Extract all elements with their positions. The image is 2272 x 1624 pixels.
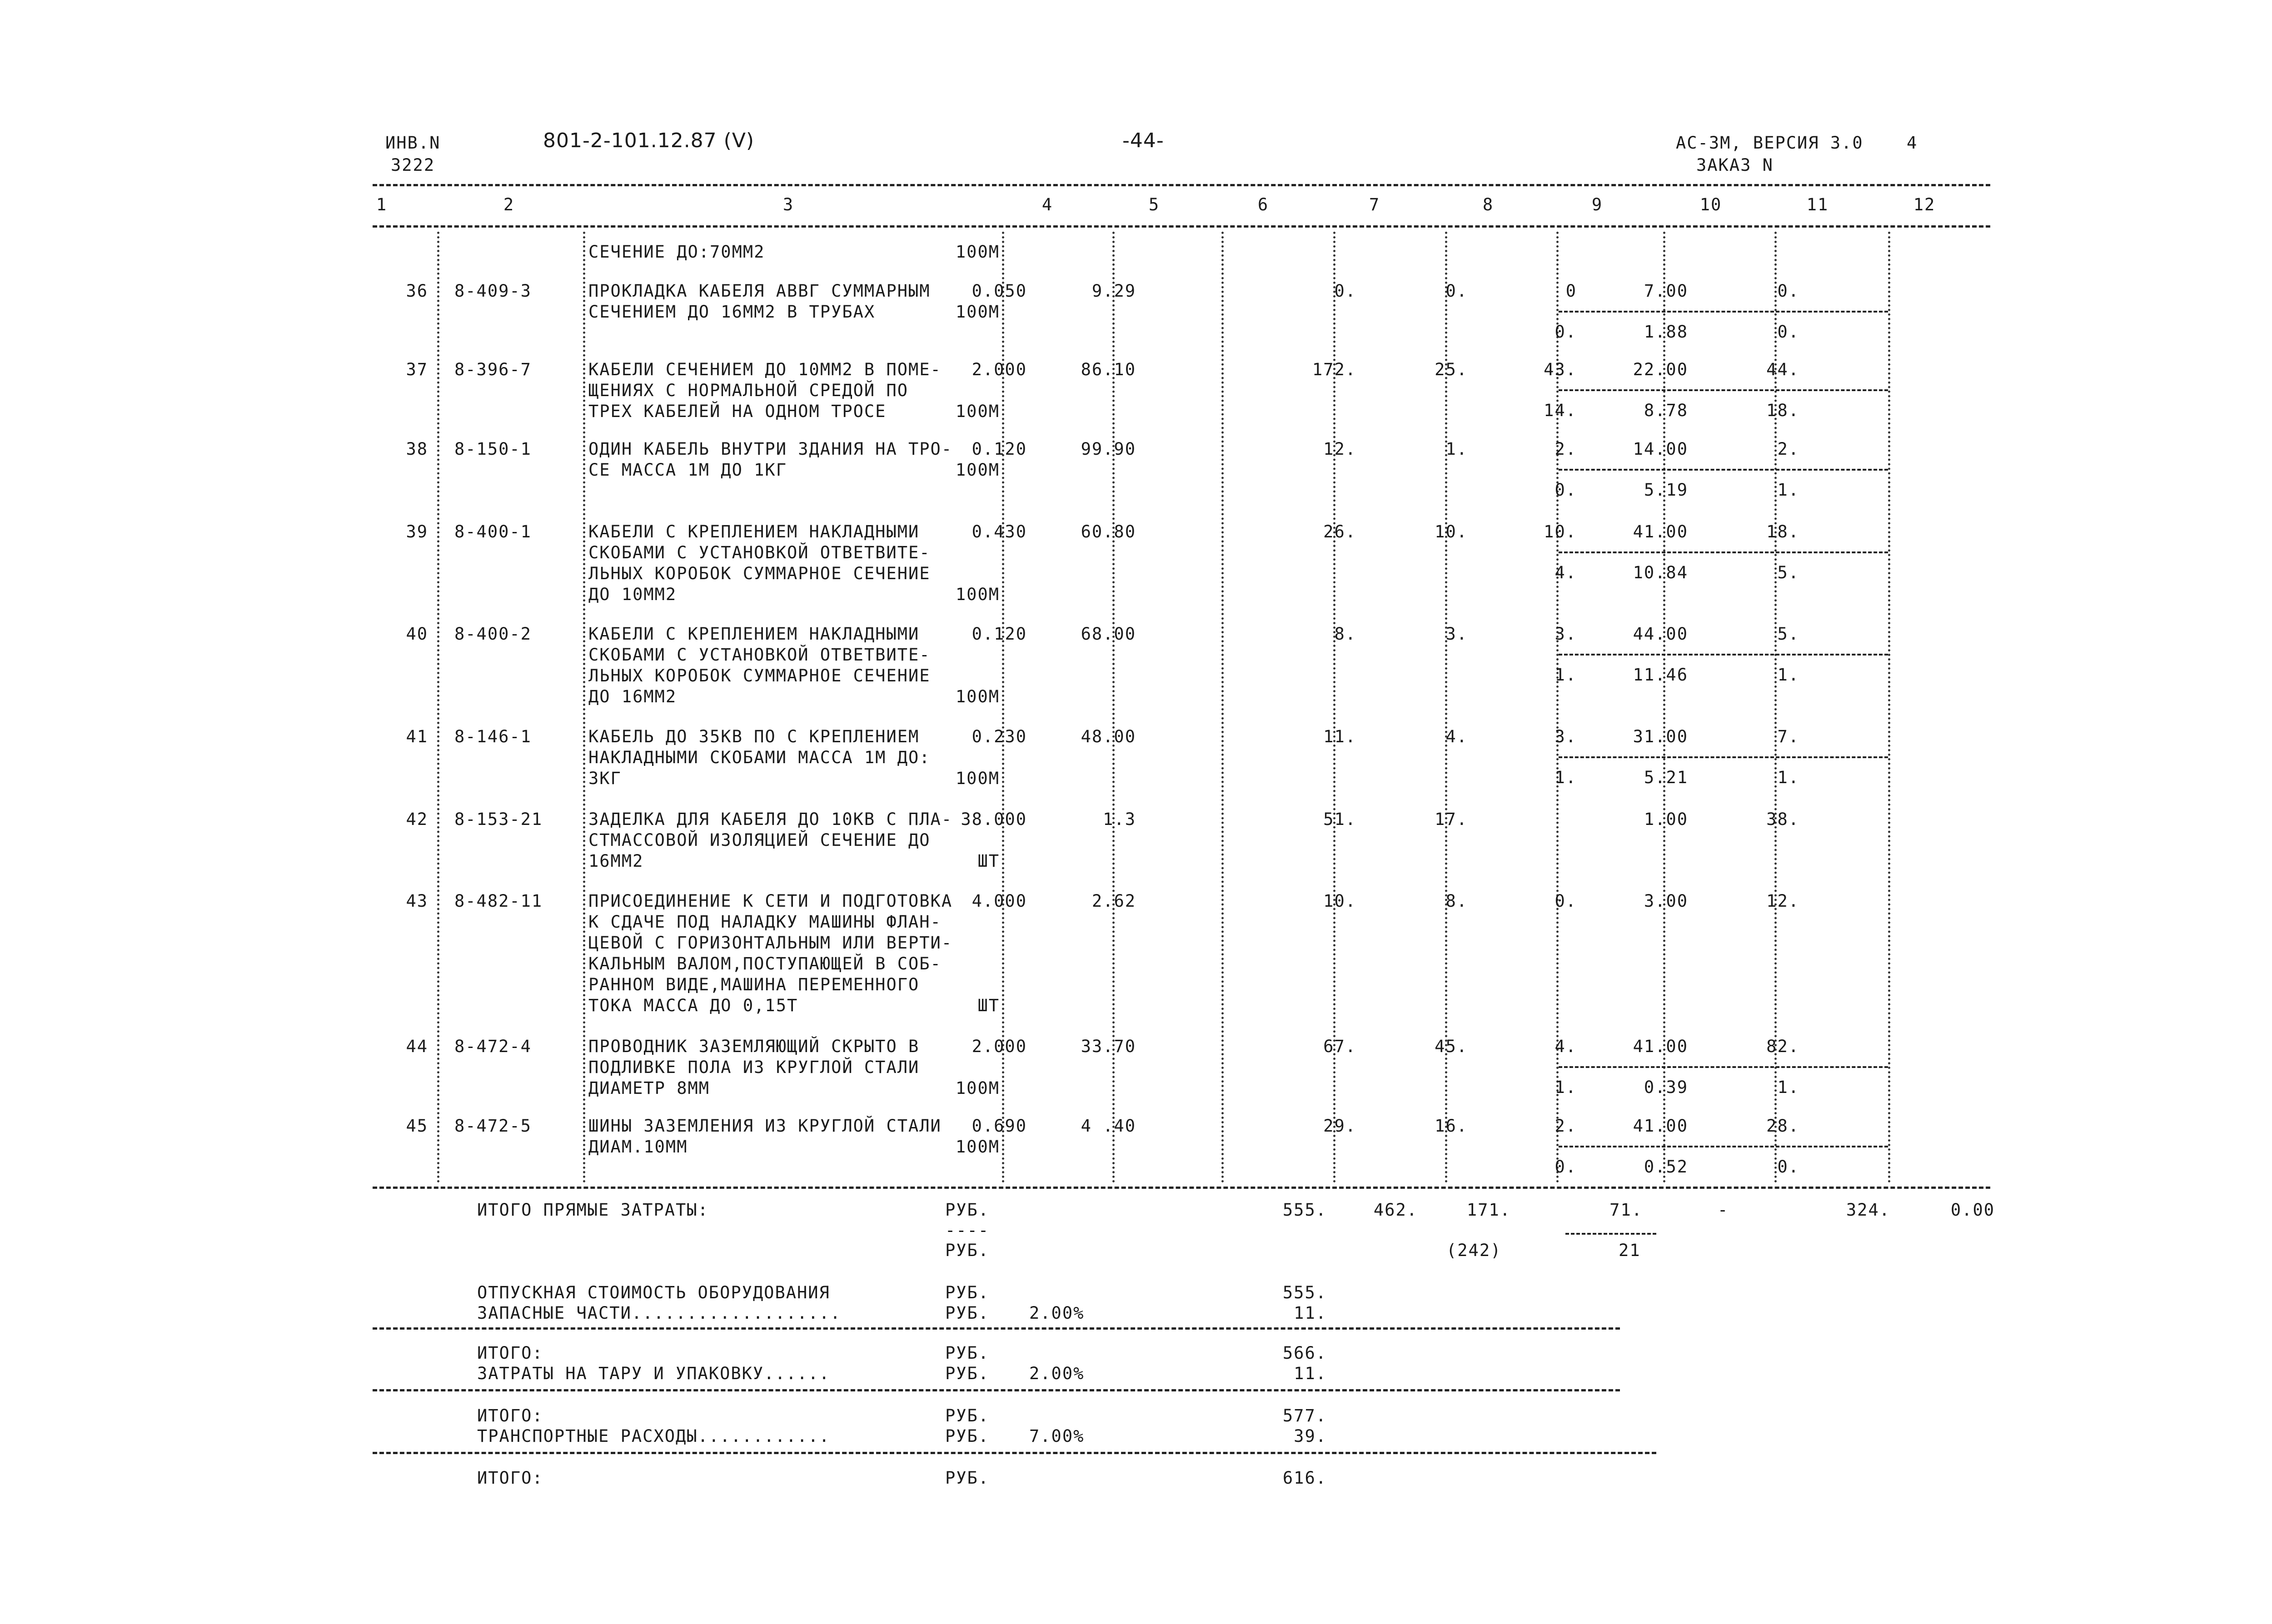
summary-label: ЗАПАСНЫЕ ЧАСТИ................... (477, 1303, 842, 1323)
summary-unit: РУБ. (945, 1283, 990, 1302)
item-sub-value-c11: 5. (1777, 563, 1799, 582)
item-description-line: ОДИН КАБЕЛЬ ВНУТРИ ЗДАНИЯ НА ТРО- (588, 439, 953, 459)
item-sub-value-c10: 8.78 (1644, 401, 1688, 420)
item-unit: 100М (955, 1078, 1000, 1098)
item-sub-value-c10: 1.88 (1644, 322, 1688, 342)
item-description-line: ЩЕНИЯХ С НОРМАЛЬНОЙ СРЕДОЙ ПО (588, 381, 909, 400)
item-value-c10: 31.00 (1633, 727, 1688, 746)
item-value-c4: 0.120 (972, 624, 1027, 644)
item-description-line: ДО 16ММ2 (588, 687, 677, 706)
item-value-c9: 2. (1555, 1116, 1577, 1136)
total-col6: 555. (1282, 1200, 1327, 1220)
item-value-c8: 17. (1435, 810, 1468, 829)
column-header: 9 (1591, 195, 1603, 214)
item-value-c5: 2.62 (1091, 891, 1136, 911)
summary-label: ИТОГО: (477, 1468, 543, 1488)
item-value-c7: 51. (1323, 810, 1356, 829)
item-value-c5: 33.70 (1081, 1037, 1136, 1056)
item-value-c9: 43. (1544, 360, 1577, 379)
direct-costs-unit-dash: ---- (945, 1221, 990, 1240)
item-description-line: СТМАССОВОЙ ИЗОЛЯЦИЕЙ СЕЧЕНИЕ ДО (588, 830, 931, 850)
summary-percent: 7.00% (1029, 1426, 1085, 1446)
column-header: 12 (1913, 195, 1936, 214)
column-header: 2 (503, 195, 515, 214)
item-value-c8: 8. (1445, 891, 1468, 911)
program-page: 4 (1907, 133, 1918, 153)
item-value-c5: 99.90 (1081, 439, 1136, 459)
summary-rule-1 (373, 1327, 1620, 1330)
summary-unit: РУБ. (945, 1426, 990, 1446)
column-header: 1 (376, 195, 388, 214)
item-value-c7: 29. (1323, 1116, 1356, 1136)
item-value-c10: 1.00 (1644, 810, 1688, 829)
item-sub-value-c10: 0.52 (1644, 1157, 1688, 1177)
inventory-number: 3222 (391, 155, 435, 175)
item-description-line: КАБЕЛЬ ДО 35КВ ПО С КРЕПЛЕНИЕМ (588, 727, 920, 746)
item-description-line: 3КГ (588, 769, 622, 788)
item-value-c7: 67. (1323, 1037, 1356, 1056)
item-value-c10: 14.00 (1633, 439, 1688, 459)
item-value-c5: 86.10 (1081, 360, 1136, 379)
item-value-c9: 0. (1555, 891, 1577, 911)
column-separator (1888, 232, 1890, 1183)
item-value-c10: 41.00 (1633, 522, 1688, 541)
summary-value: 11. (1294, 1303, 1327, 1323)
item-value-c8: 4. (1445, 727, 1468, 746)
item-unit: 100М (955, 402, 1000, 421)
item-code: 8-482-11 (454, 891, 543, 911)
item-value-c10: 44.00 (1633, 624, 1688, 644)
item-sub-value-c11: 0. (1777, 1157, 1799, 1177)
direct-costs-unit: РУБ. (945, 1200, 990, 1220)
item-sub-value-c10: 5.21 (1644, 768, 1688, 787)
item-value-c8: 1. (1445, 439, 1468, 459)
summary-percent: 2.00% (1029, 1303, 1085, 1323)
item-sub-value-c9: 4. (1555, 563, 1577, 582)
item-sub-rule (1559, 469, 1888, 471)
item-sub-value-c9: 1. (1555, 768, 1577, 787)
item-description-line: ПРИСОЕДИНЕНИЕ К СЕТИ И ПОДГОТОВКА (588, 891, 953, 911)
item-number: 42 (406, 810, 428, 829)
item-description-line: СКОБАМИ С УСТАНОВКОЙ ОТВЕТВИТЕ- (588, 645, 931, 665)
document-code: 801-2-101.12.87 (V) (543, 129, 755, 152)
item-sub-rule (1559, 756, 1888, 758)
item-value-c7: 12. (1323, 439, 1356, 459)
item-value-c7: 8. (1334, 624, 1356, 644)
item-description-line: ТРЕХ КАБЕЛЕЙ НА ОДНОМ ТРОСЕ (588, 402, 887, 421)
item-description-line: СЕ МАССА 1М ДО 1КГ (588, 460, 787, 480)
item-value-c5: 48.00 (1081, 727, 1136, 746)
item-code: 8-400-1 (454, 522, 532, 541)
item-unit: 100М (955, 585, 1000, 604)
item-sub-value-c10: 10.84 (1633, 563, 1688, 582)
column-separator (583, 232, 585, 1183)
item-value-c9: 3. (1555, 624, 1577, 644)
item-sub-value-c11: 1. (1777, 480, 1799, 500)
item-description-line: 16ММ2 (588, 851, 644, 871)
summary-value: 577. (1282, 1406, 1327, 1425)
item-sub-value-c11: 1. (1777, 1078, 1799, 1097)
item-value-c11: 44. (1766, 360, 1799, 379)
item-value-c11: 38. (1766, 810, 1799, 829)
total-col7: 462. (1373, 1200, 1418, 1220)
item-description-line: СЕЧЕНИЕМ ДО 16ММ2 В ТРУБАХ (588, 302, 876, 322)
item-value-c11: 28. (1766, 1116, 1799, 1136)
item-value-c11: 0. (1777, 281, 1799, 301)
item-sub-value-c10: 5.19 (1644, 480, 1688, 500)
item-value-c10: 41.00 (1633, 1116, 1688, 1136)
item-sub-value-c9: 1. (1555, 665, 1577, 685)
total-col12: 0.00 (1950, 1200, 1995, 1220)
item-description-line: К СДАЧЕ ПОД НАЛАДКУ МАШИНЫ ФЛАН- (588, 912, 942, 932)
item-value-c7: 26. (1323, 522, 1356, 541)
item-sub-value-c11: 1. (1777, 665, 1799, 685)
program-version: АС-3М, ВЕРСИЯ 3.0 (1676, 133, 1863, 153)
header-top-rule (373, 184, 1990, 186)
item-code: 8-396-7 (454, 360, 532, 379)
item-value-c5: 1.3 (1103, 810, 1136, 829)
item-sub-value-c11: 0. (1777, 322, 1799, 342)
item-unit: ШТ (977, 851, 1000, 871)
item-sub-value-c9: 0. (1555, 322, 1577, 342)
table-bottom-rule (373, 1187, 1990, 1189)
item-description-line: ЗАДЕЛКА ДЛЯ КАБЕЛЯ ДО 10КВ С ПЛА- (588, 810, 953, 829)
item-value-c7: 11. (1323, 727, 1356, 746)
summary-label: ЗАТРАТЫ НА ТАРУ И УПАКОВКУ...... (477, 1364, 830, 1383)
item-description-line: ЦЕВОЙ С ГОРИЗОНТАЛЬНЫМ ИЛИ ВЕРТИ- (588, 933, 953, 953)
item-description-line: ЛЬНЫХ КОРОБОК СУММАРНОЕ СЕЧЕНИЕ (588, 564, 931, 583)
column-header: 8 (1482, 195, 1494, 214)
item-unit: 100М (955, 1137, 1000, 1157)
column-header: 5 (1148, 195, 1160, 214)
item-value-c11: 82. (1766, 1037, 1799, 1056)
item-value-c9: 3. (1555, 727, 1577, 746)
item-code: 8-472-5 (454, 1116, 532, 1136)
item-value-c8: 3. (1445, 624, 1468, 644)
item-description-line: ТОКА МАССА ДО 0,15Т (588, 996, 798, 1015)
summary-unit: РУБ. (945, 1343, 990, 1363)
direct-costs-sub-unit: РУБ. (945, 1241, 990, 1260)
total-col9: 71. (1609, 1200, 1643, 1220)
item-value-c9: 0 (1565, 281, 1577, 301)
summary-value: 616. (1282, 1468, 1327, 1488)
column-header: 10 (1699, 195, 1722, 214)
item-number: 45 (406, 1116, 428, 1136)
summary-unit: РУБ. (945, 1364, 990, 1383)
item-description-line: КАБЕЛИ СЕЧЕНИЕМ ДО 10ММ2 В ПОМЕ- (588, 360, 942, 379)
summary-value: 11. (1294, 1364, 1327, 1383)
item-code: 8-400-2 (454, 624, 532, 644)
column-header: 3 (782, 195, 794, 214)
item-value-c11: 12. (1766, 891, 1799, 911)
item-description-line: КАБЕЛИ С КРЕПЛЕНИЕМ НАКЛАДНЫМИ (588, 624, 920, 644)
column-header: 6 (1257, 195, 1269, 214)
item-sub-value-c11: 18. (1766, 401, 1799, 420)
summary-label: ОТПУСКНАЯ СТОИМОСТЬ ОБОРУДОВАНИЯ (477, 1283, 830, 1302)
item-value-c5: 68.00 (1081, 624, 1136, 644)
item-description-line: КАЛЬНЫМ ВАЛОМ,ПОСТУПАЮЩЕЙ В СОБ- (588, 954, 942, 973)
item-value-c4: 0.120 (972, 439, 1027, 459)
item-description-line: ПРОКЛАДКА КАБЕЛЯ АВВГ СУММАРНЫМ (588, 281, 931, 301)
item-description-line: ЛЬНЫХ КОРОБОК СУММАРНОЕ СЕЧЕНИЕ (588, 666, 931, 685)
totals-subrule (1565, 1233, 1656, 1235)
item-value-c4: 0.690 (972, 1116, 1027, 1136)
item-value-c11: 2. (1777, 439, 1799, 459)
total-col11: 324. (1846, 1200, 1890, 1220)
summary-unit: РУБ. (945, 1303, 990, 1323)
item-value-c7: 0. (1334, 281, 1356, 301)
item-description-line: РАННОМ ВИДЕ,МАШИНА ПЕРЕМЕННОГО (588, 975, 920, 994)
item-value-c4: 0.050 (972, 281, 1027, 301)
item-number: 41 (406, 727, 428, 746)
item-value-c4: 2.000 (972, 1037, 1027, 1056)
item-value-c8: 16. (1435, 1116, 1468, 1136)
item-code: 8-146-1 (454, 727, 532, 746)
item-unit: 100М (955, 302, 1000, 322)
item-sub-value-c9: 0. (1555, 1157, 1577, 1177)
item-number: 36 (406, 281, 428, 301)
summary-value: 39. (1294, 1426, 1327, 1446)
item-description-line: СКОБАМИ С УСТАНОВКОЙ ОТВЕТВИТЕ- (588, 543, 931, 562)
item-description-line: ПОДЛИВКЕ ПОЛА ИЗ КРУГЛОЙ СТАЛИ (588, 1058, 920, 1077)
item-sub-rule (1559, 1066, 1888, 1068)
item-sub-value-c10: 0.39 (1644, 1078, 1688, 1097)
item-sub-rule (1559, 1146, 1888, 1147)
item-description-line: КАБЕЛИ С КРЕПЛЕНИЕМ НАКЛАДНЫМИ (588, 522, 920, 541)
item-sub-rule (1559, 654, 1888, 656)
item-description-line: ДО 10ММ2 (588, 585, 677, 604)
column-header: 11 (1806, 195, 1829, 214)
item-value-c11: 7. (1777, 727, 1799, 746)
total-sub-col8: (242) (1446, 1241, 1502, 1260)
item-value-c9: 4. (1555, 1037, 1577, 1056)
summary-rule-2 (373, 1389, 1620, 1391)
item-value-c4: 0.430 (972, 522, 1027, 541)
item-number: 43 (406, 891, 428, 911)
item-value-c8: 45. (1435, 1037, 1468, 1056)
summary-unit: РУБ. (945, 1406, 990, 1425)
item-description-line: ПРОВОДНИК ЗАЗЕМЛЯЮЩИЙ СКРЫТО В (588, 1037, 920, 1056)
continuation-text: СЕЧЕНИЕ ДО:70ММ2 (588, 242, 765, 262)
item-code: 8-409-3 (454, 281, 532, 301)
item-value-c10: 41.00 (1633, 1037, 1688, 1056)
item-value-c10: 22.00 (1633, 360, 1688, 379)
summary-percent: 2.00% (1029, 1364, 1085, 1383)
item-description-line: ШИНЫ ЗАЗЕМЛЕНИЯ ИЗ КРУГЛОЙ СТАЛИ (588, 1116, 942, 1136)
total-col10: - (1718, 1200, 1729, 1220)
item-sub-rule (1559, 389, 1888, 391)
summary-value: 566. (1282, 1343, 1327, 1363)
summary-value: 555. (1282, 1283, 1327, 1302)
item-value-c9: 2. (1555, 439, 1577, 459)
item-number: 40 (406, 624, 428, 644)
item-sub-rule (1559, 311, 1888, 313)
summary-label: ИТОГО: (477, 1343, 543, 1363)
item-value-c11: 18. (1766, 522, 1799, 541)
item-value-c4: 38.000 (961, 810, 1027, 829)
item-value-c5: 4 .40 (1081, 1116, 1136, 1136)
item-unit: 100М (955, 460, 1000, 480)
item-sub-value-c9: 0. (1555, 480, 1577, 500)
item-value-c4: 4.000 (972, 891, 1027, 911)
item-sub-value-c9: 14. (1544, 401, 1577, 420)
item-number: 37 (406, 360, 428, 379)
item-sub-value-c10: 11.46 (1633, 665, 1688, 685)
total-sub-col9: 21 (1619, 1241, 1641, 1260)
summary-label: ИТОГО: (477, 1406, 543, 1425)
item-code: 8-472-4 (454, 1037, 532, 1056)
item-value-c8: 0. (1445, 281, 1468, 301)
item-value-c5: 9.29 (1091, 281, 1136, 301)
item-value-c10: 3.00 (1644, 891, 1688, 911)
summary-unit: РУБ. (945, 1468, 990, 1488)
item-value-c11: 5. (1777, 624, 1799, 644)
item-sub-value-c11: 1. (1777, 768, 1799, 787)
item-value-c10: 7.00 (1644, 281, 1688, 301)
item-value-c7: 10. (1323, 891, 1356, 911)
item-unit: 100М (955, 687, 1000, 706)
item-code: 8-150-1 (454, 439, 532, 459)
total-col8: 171. (1466, 1200, 1511, 1220)
summary-rule-3 (373, 1452, 1656, 1454)
item-value-c5: 60.80 (1081, 522, 1136, 541)
item-value-c9: 10. (1544, 522, 1577, 541)
direct-costs-label: ИТОГО ПРЯМЫЕ ЗАТРАТЫ: (477, 1200, 709, 1220)
item-sub-value-c9: 1. (1555, 1078, 1577, 1097)
column-header: 4 (1041, 195, 1053, 214)
summary-label: ТРАНСПОРТНЫЕ РАСХОДЫ............ (477, 1426, 830, 1446)
item-description-line: НАКЛАДНЫМИ СКОБАМИ МАССА 1М ДО: (588, 748, 931, 767)
order-label: ЗАКАЗ N (1696, 155, 1774, 175)
item-number: 44 (406, 1037, 428, 1056)
item-unit: ШТ (977, 996, 1000, 1015)
item-value-c8: 10. (1435, 522, 1468, 541)
item-number: 38 (406, 439, 428, 459)
page-number: -44- (1122, 129, 1164, 152)
item-value-c8: 25. (1435, 360, 1468, 379)
column-header: 7 (1369, 195, 1380, 214)
item-value-c7: 172. (1312, 360, 1356, 379)
header-bottom-rule (373, 225, 1990, 228)
column-separator (1221, 232, 1224, 1183)
continuation-unit: 100М (955, 242, 1000, 262)
item-description-line: ДИАМЕТР 8ММ (588, 1078, 710, 1098)
item-sub-rule (1559, 551, 1888, 553)
item-unit: 100М (955, 769, 1000, 788)
item-description-line: ДИАМ.10ММ (588, 1137, 688, 1157)
item-value-c4: 2.000 (972, 360, 1027, 379)
item-value-c4: 0.230 (972, 727, 1027, 746)
item-code: 8-153-21 (454, 810, 543, 829)
column-separator (437, 232, 439, 1183)
item-number: 39 (406, 522, 428, 541)
inventory-label: ИНВ.N (385, 133, 441, 153)
